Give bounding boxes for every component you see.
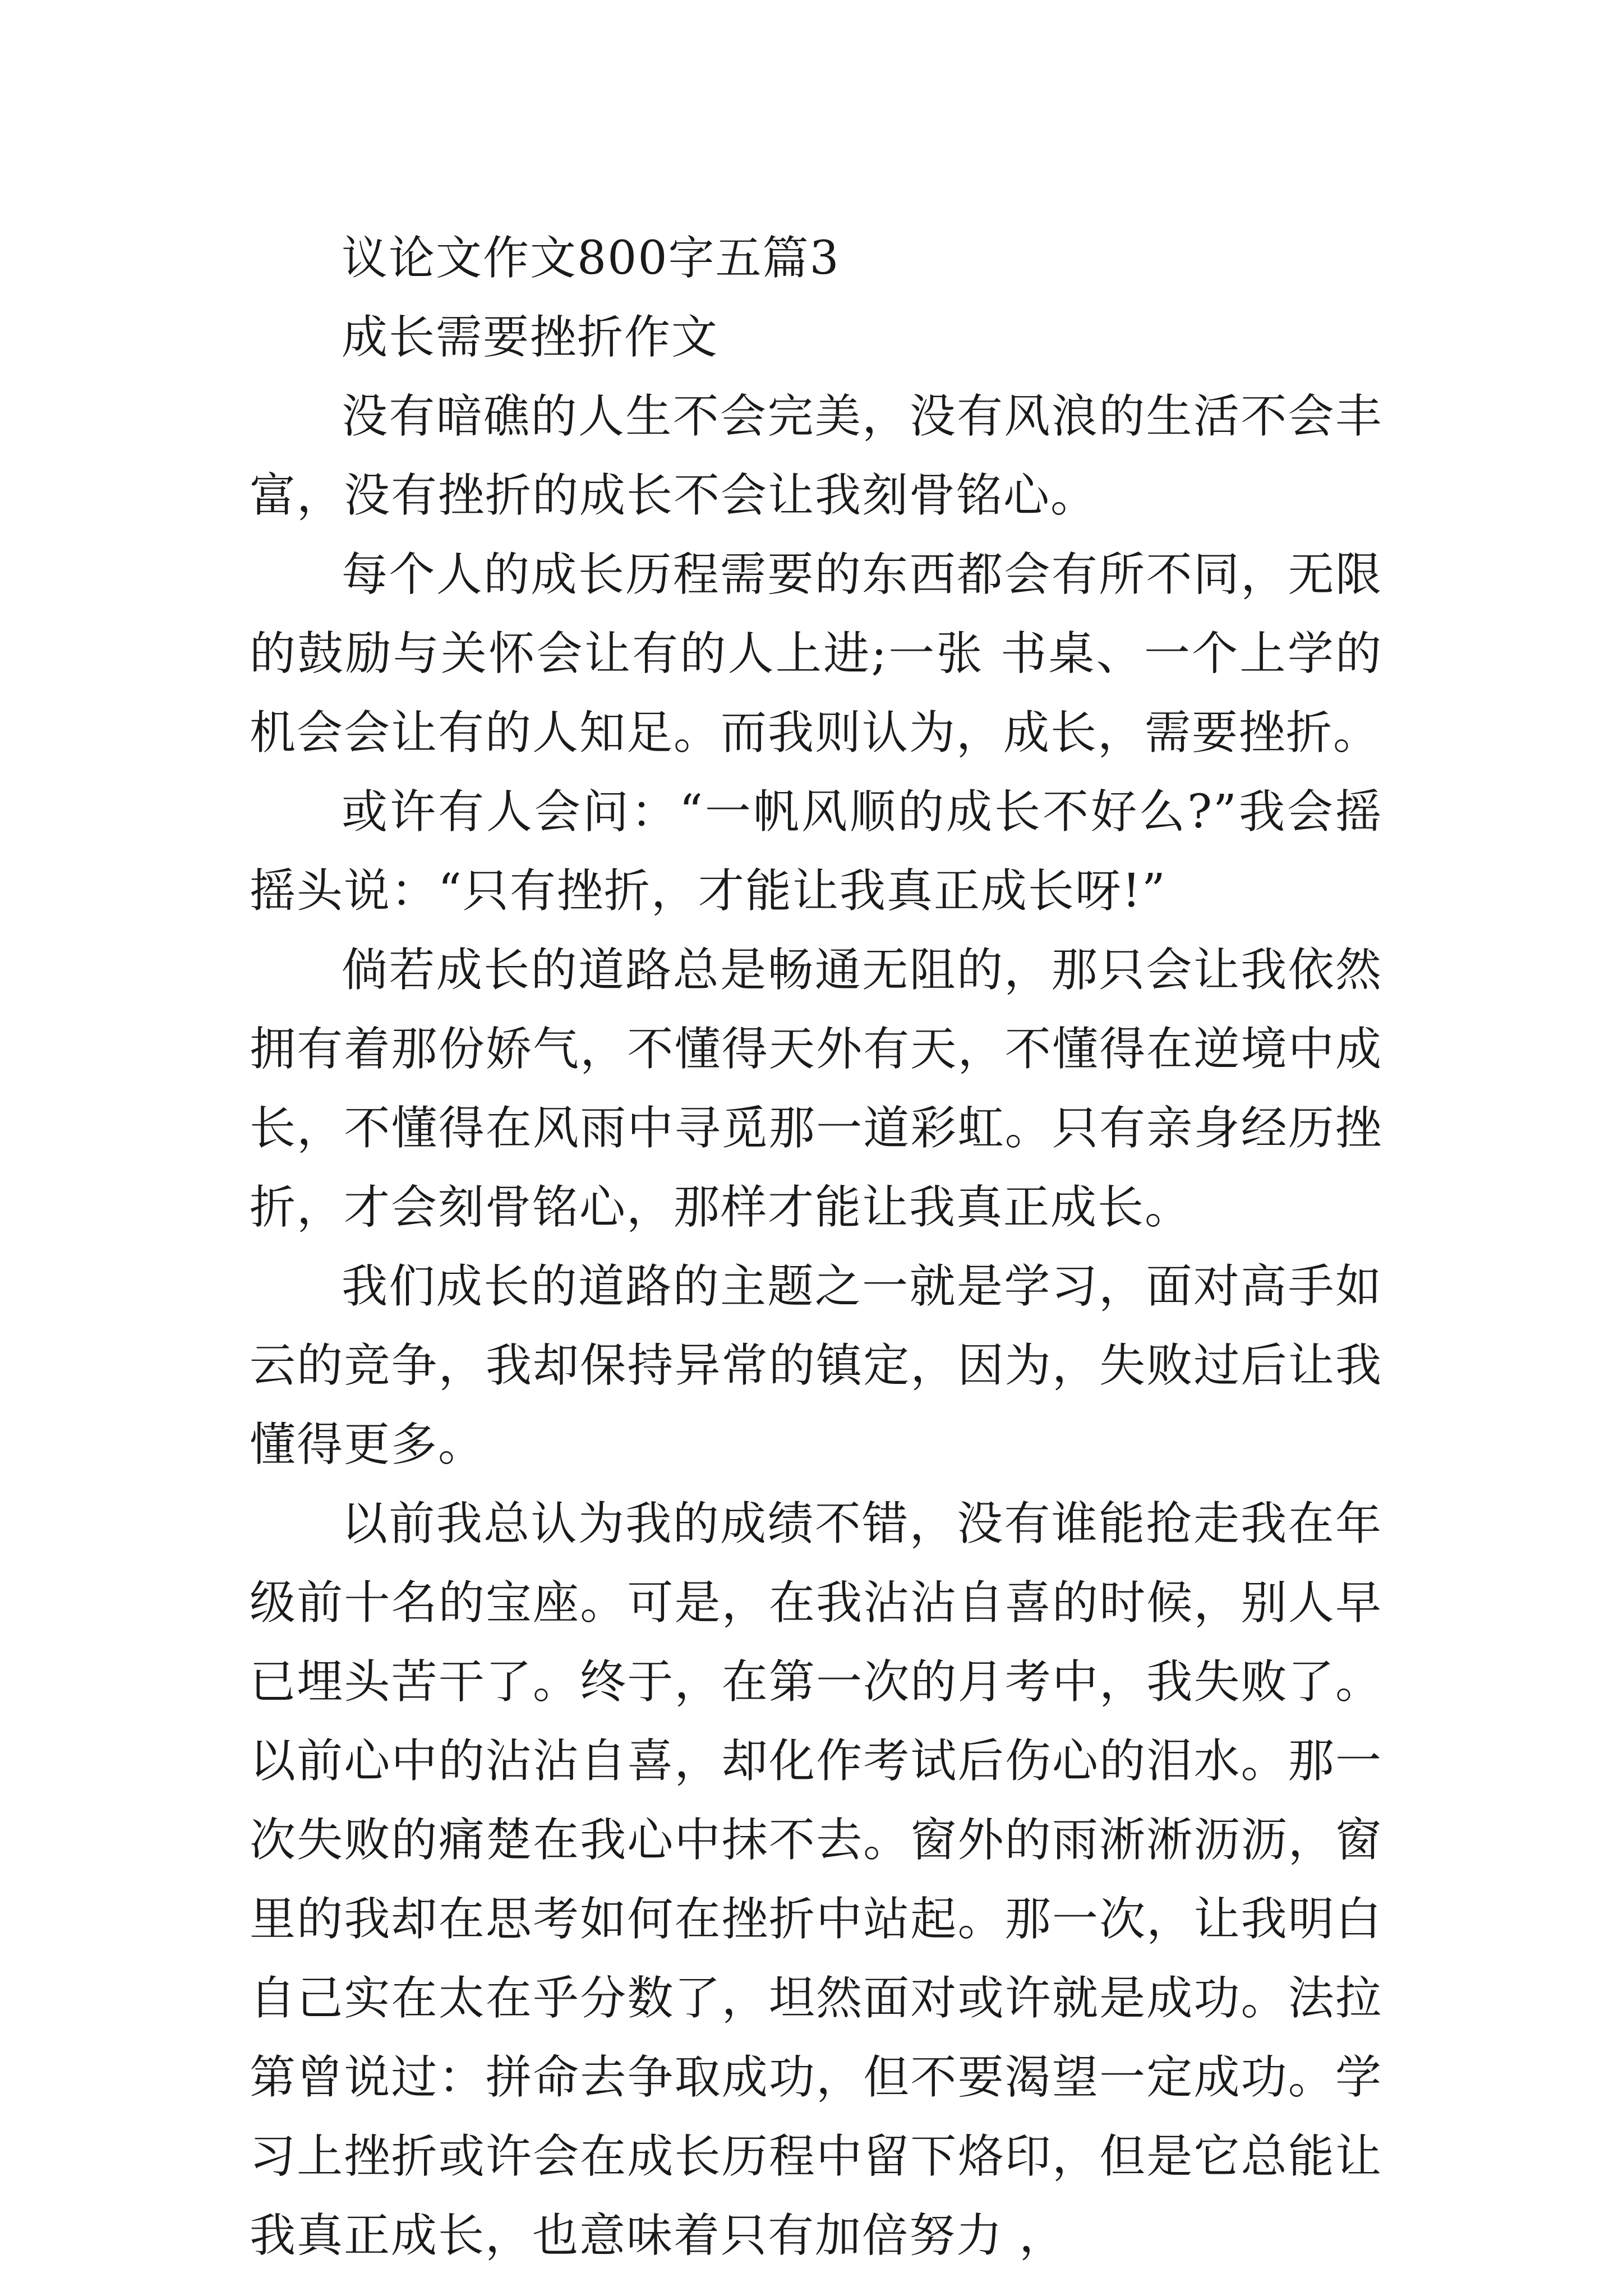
paragraph-3: 或许有人会问：“一帆风顺的成长不好么?”我会摇摇头说：“只有挫折，才能让我真正成长呀!”: [250, 785, 1382, 918]
paragraph-6: 以前我总认为我的成绩不错，没有谁能抢走我在年级前十名的宝座。可是，在我沾沾自喜的时候，别人早已埋头苦干了。终于，在第一次的月考中，我失败了。以前心中的沾沾自喜，却化作考试后伤心的泪水。那一次失败的痛楚在我心中抹不去。窗外的雨淅淅沥沥，窗里的我却在思考如何在挫折中站起。那一次，让我明白自己实在太在乎分数了，坦然面对或许就是成功。法拉第曾说过：拼命去争取成功，但不要渴望一定成功。学习上挫折或许会在成长历程中留下烙印，但是它总能让我真正成长，也意味着只有加倍努力 ，: [250, 1497, 1382, 2262]
paragraph-2: 每个人的成长历程需要的东西都会有所不同，无限的鼓励与关怀会让有的人上进;一张 书桌、一个上学的机会会让有的人知足。而我则认为，成长，需要挫折。: [250, 548, 1382, 760]
document-body: [250, 219, 1382, 2275]
document-title: 议论文作文800字五篇3: [342, 232, 840, 285]
paragraph-1: 没有暗礁的人生不会完美，没有风浪的生活不会丰富，没有挫折的成长不会让我刻骨铭心。: [250, 390, 1382, 522]
paragraph-4: 倘若成长的道路总是畅通无阻的，那只会让我依然拥有着那份娇气，不懂得天外有天，不懂得在逆境中成长，不懂得在风雨中寻觅那一道彩虹。只有亲身经历挫折，才会刻骨铭心，那样才能让我真正成长。: [250, 944, 1382, 1234]
essay-title: 成长需要挫折作文: [342, 311, 719, 364]
paragraph-5: 我们成长的道路的主题之一就是学习，面对高手如云的竞争，我却保持异常的镇定，因为，失败过后让我懂得更多。: [250, 1260, 1382, 1471]
